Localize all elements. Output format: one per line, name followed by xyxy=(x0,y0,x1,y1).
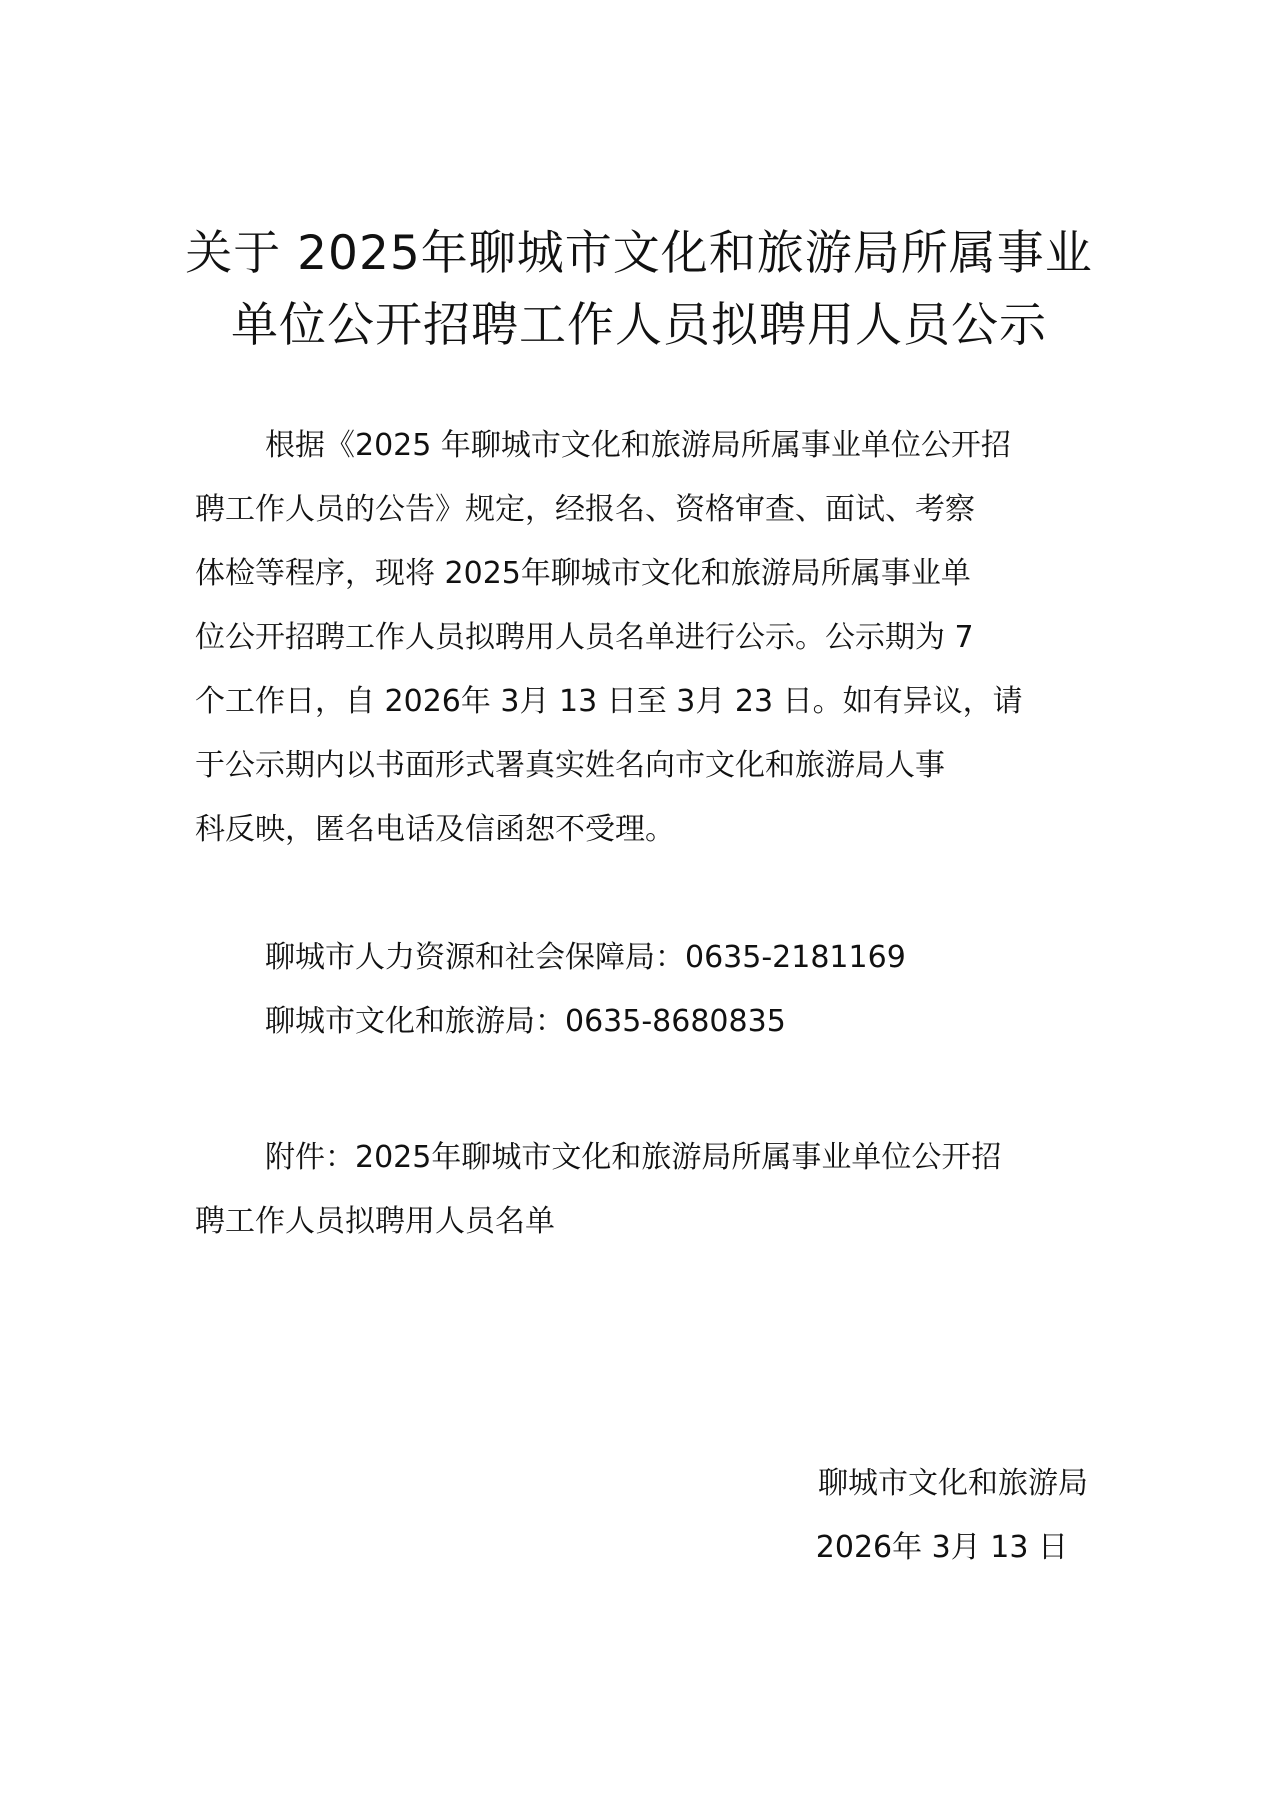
paragraph-line: 聘工作人员的公告》规定，经报名、资格审查、面试、考察 xyxy=(195,492,975,527)
document-title xyxy=(160,218,1118,362)
contact-culture-tourism: 聊城市文化和旅游局：0635-8680835 xyxy=(265,1004,786,1039)
paragraph-line: 于公示期内以书面形式署真实姓名向市文化和旅游局人事 xyxy=(195,748,945,783)
attachment-line: 附件：2025年聊城市文化和旅游局所属事业单位公开招 xyxy=(265,1140,1002,1175)
paragraph-line: 体检等程序，现将 2025年聊城市文化和旅游局所属事业单 xyxy=(195,556,971,591)
paragraph-line: 科反映，匿名电话及信函恕不受理。 xyxy=(195,812,675,847)
contact-list xyxy=(195,926,1095,1054)
signature-date: 2026年 3月 13 日 xyxy=(815,1530,1068,1565)
signature-org: 聊城市文化和旅游局 xyxy=(818,1466,1088,1501)
paragraph-line: 个工作日，自 2026年 3月 13 日至 3月 23 日。如有异议，请 xyxy=(195,684,1023,719)
attachment-note xyxy=(195,1126,1095,1254)
contact-hrss: 聊城市人力资源和社会保障局：0635-2181169 xyxy=(265,940,906,975)
attachment-line: 聘工作人员拟聘用人员名单 xyxy=(195,1204,555,1239)
paragraph-line: 根据《2025 年聊城市文化和旅游局所属事业单位公开招 xyxy=(265,428,1011,463)
title-line-1: 关于 2025年聊城市文化和旅游局所属事业 xyxy=(185,226,1093,281)
title-line-2: 单位公开招聘工作人员拟聘用人员公示 xyxy=(231,298,1047,353)
paragraph-line: 位公开招聘工作人员拟聘用人员名单进行公示。公示期为 7 xyxy=(195,620,974,655)
main-paragraph xyxy=(195,414,1095,862)
